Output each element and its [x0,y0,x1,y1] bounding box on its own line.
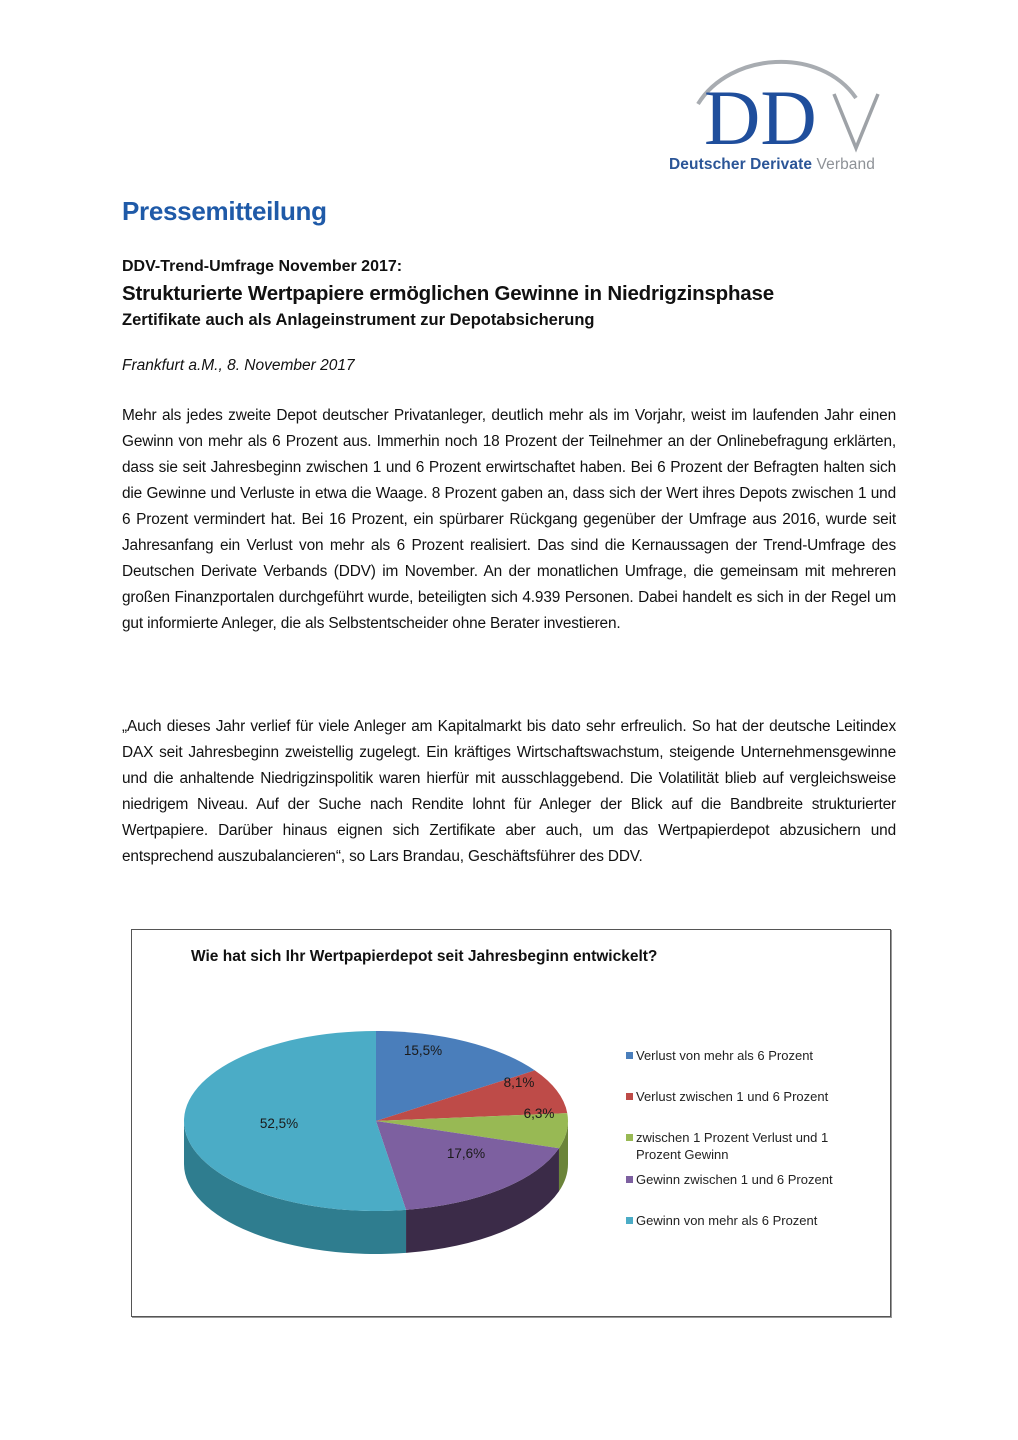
legend-label: Verlust zwischen 1 und 6 Prozent [636,1089,829,1104]
body-paragraph: Mehr als jedes zweite Depot deutscher Privatanleger, deutlich mehr als im Vorjahr, weist im laufenden Jahr einen Gewinn von mehr als 6 Prozent aus. Immerhin noch 18 Prozent der Teilnehmer an der Onlinebefragung erklärten, dass sie seit Jahresbeginn zwischen 1 und 6 Prozent erwirtschaftet haben. Bei 6 Prozent der Befragten halten sich die Gewinne und Verluste in etwa die Waage. 8 Prozent gaben an, dass sich der Wert ihres Depots zwischen 1 und 6 Prozent vermindert hat. Bei 16 Prozent, ein spürbarer Rückgang gegenüber der Umfrage aus 2016, wurde seit Jahresanfang ein Verlust von mehr als 6 Prozent realisiert. Das sind die Kernaussagen der Trend-Umfrage des Deutschen Derivate Verbands (DDV) im November. An der monatlichen Umfrage, die gemeinsam mit mehreren großen Finanzportalen durchgeführt wurde, beteiligten sich 4.939 Personen. Dabei handelt es sich in der Regel um gut informierte Anleger, die als Selbstentscheider ohne Berater investieren. [122,407,896,632]
kicker: DDV-Trend-Umfrage November 2017: [122,258,403,275]
legend-item [626,1088,866,1105]
dateline: Frankfurt a.M., 8. November 2017 [122,357,355,374]
legend-item [626,1171,866,1188]
pie-chart-figure [131,929,891,1317]
legend-label: zwischen 1 Prozent Verlust und 1 Prozent Gewinn [636,1130,829,1162]
legend-item [626,1047,866,1064]
logo-tagline [669,156,875,174]
legend-swatch-icon [626,1052,633,1059]
slice-label: 8,1% [503,1075,535,1090]
tagline-bold: Deutscher Derivate [669,156,813,173]
legend-swatch-icon [626,1217,633,1224]
logo-arc-icon [660,52,910,162]
legend-swatch-icon [626,1176,633,1183]
legend-label: Gewinn von mehr als 6 Prozent [636,1213,818,1228]
pie-chart [132,930,890,1316]
legend-swatch-icon [626,1093,633,1100]
slice-label: 52,5% [259,1116,299,1131]
slice-label: 17,6% [446,1146,486,1161]
legend-item [626,1129,866,1163]
legend-item [626,1212,866,1229]
quote-paragraph: „Auch dieses Jahr verlief für viele Anleger am Kapitalmarkt bis dato sehr erfreulich. So hat der deutsche Leitindex DAX seit Jahresbeginn zweistellig zugelegt. Ein kräftiges Wirtschaftswachstum, steigende Unternehmensgewinne und die anhaltende Niedrigzinspolitik waren hierfür mit ausschlaggebend. Die Volatilität blieb auf vergleichsweise niedrigem Niveau. Auf der Suche nach Rendite lohnt für Anleger der Blick auf die Bandbreite strukturierter Wertpapiere. Darüber hinaus eignen sich Zertifikate aber auch, um das Wertpapierdepot abzusichern und entsprechend auszubalancieren“, so Lars Brandau, Geschäftsführer des DDV. [122,718,896,865]
subheadline: Zertifikate auch als Anlageinstrument zur Depotabsicherung [122,311,595,329]
ddv-logo [660,52,910,177]
legend-label: Gewinn zwischen 1 und 6 Prozent [636,1172,833,1187]
chart-title: Wie hat sich Ihr Wertpapierdepot seit Jahresbeginn entwickelt? [191,948,658,965]
slice-label: 6,3% [523,1106,555,1121]
legend-swatch-icon [626,1134,633,1141]
legend-label: Verlust von mehr als 6 Prozent [636,1048,814,1063]
logo-mark: DD [704,74,817,161]
tagline-light: Verband [816,156,875,173]
headline: Strukturierte Wertpapiere ermöglichen Gewinne in Niedrigzinsphase [122,282,774,305]
doc-type-title: Pressemitteilung [122,196,327,226]
slice-label: 15,5% [403,1043,443,1058]
